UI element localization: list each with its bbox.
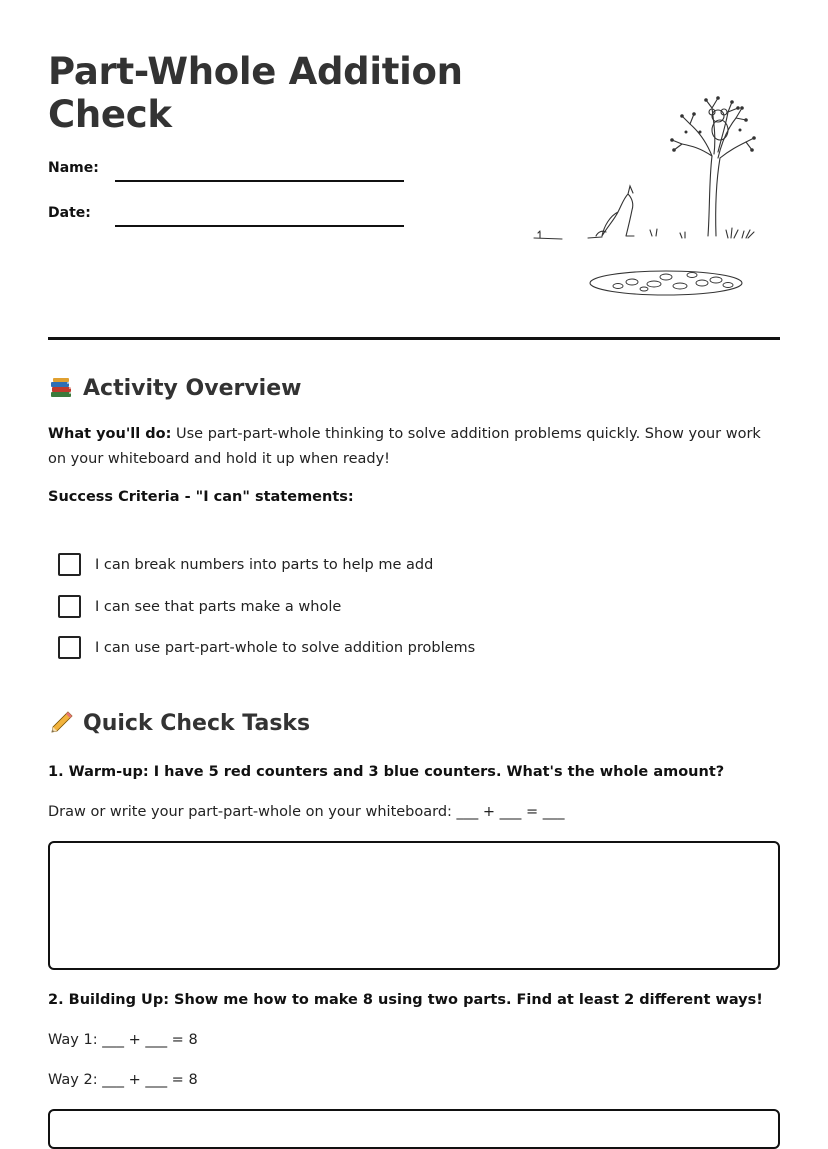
page-title: Part-Whole Addition Check [48, 50, 463, 136]
activity-overview-heading [48, 375, 301, 401]
task-1-answer-box[interactable] [48, 841, 780, 970]
quick-check-heading [48, 710, 310, 736]
name-input-line[interactable] [115, 180, 404, 182]
name-field [48, 160, 99, 176]
success-criteria-title: Success Criteria - "I can" statements: [48, 489, 354, 505]
date-label: Date: [48, 205, 91, 221]
task-2-title: 2. Building Up: Show me how to make 8 using two parts. Find at least 2 different ways! [48, 992, 763, 1008]
criteria-item [58, 636, 475, 659]
criteria-checkbox[interactable] [58, 553, 81, 576]
kangaroo-koala-tree-illustration [532, 86, 762, 298]
criteria-label: I can see that parts make a whole [95, 598, 342, 615]
task-1-title: 1. Warm-up: I have 5 red counters and 3 blue counters. What's the whole amount? [48, 764, 725, 780]
name-label: Name: [48, 160, 99, 176]
overview-description [48, 422, 780, 472]
criteria-item [58, 553, 433, 576]
criteria-checkbox[interactable] [58, 636, 81, 659]
books-icon [48, 375, 74, 401]
criteria-checkbox[interactable] [58, 595, 81, 618]
task-2-answer-box[interactable] [48, 1109, 780, 1149]
overview-lead-label: What you'll do: [48, 426, 172, 442]
pencil-icon [48, 710, 74, 736]
header-divider [48, 337, 780, 340]
criteria-label: I can break numbers into parts to help me add [95, 556, 434, 573]
criteria-label: I can use part-part-whole to solve addition problems [95, 639, 476, 656]
date-field [48, 205, 91, 221]
task-1-prompt: Draw or write your part-part-whole on your whiteboard: ___ + ___ = ___ [48, 804, 565, 820]
worksheet-header [48, 50, 780, 340]
task-2-way-1: Way 1: ___ + ___ = 8 [48, 1032, 198, 1048]
date-input-line[interactable] [115, 225, 404, 227]
quick-check-title: Quick Check Tasks [83, 710, 311, 736]
overview-lead-text: Use part-part-whole thinking to solve addition problems quickly. Show your work on your whiteboard and hold it up when ready! [48, 426, 761, 467]
activity-overview-title: Activity Overview [83, 375, 302, 401]
criteria-item [58, 595, 341, 618]
task-2-way-2: Way 2: ___ + ___ = 8 [48, 1072, 198, 1088]
